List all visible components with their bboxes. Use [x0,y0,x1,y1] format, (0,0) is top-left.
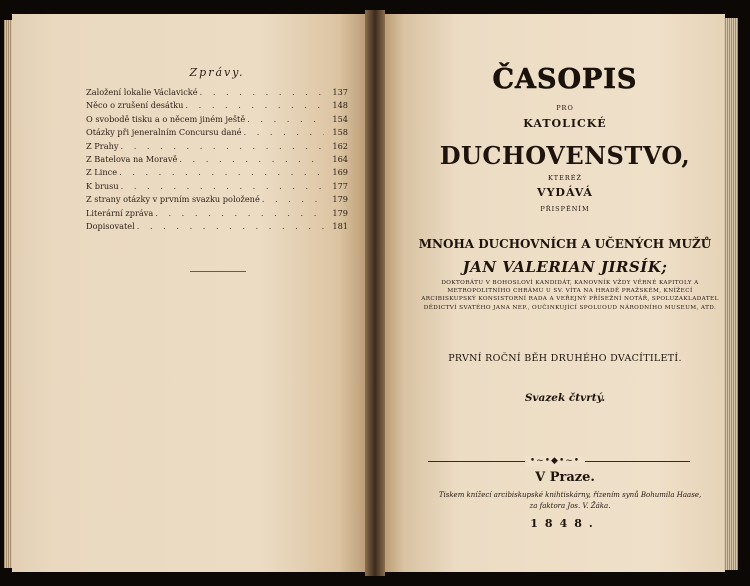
volume-number: Svazek čtvrtý. [524,392,606,404]
toc-leader-dots [200,87,324,97]
toc-entry-title: Něco o zrušení desátku [86,100,184,111]
toc-page-number: 148 [332,100,348,111]
toc-page-number: 177 [332,180,348,191]
toc-page-number: 181 [332,220,348,231]
contents-end-rule [190,271,246,272]
toc-leader-dots [121,141,325,151]
toc-row [86,221,348,234]
toc-page-number: 162 [332,140,348,151]
title-prispenim: PŘISPĚNÍM [540,205,590,213]
toc-page-number: 154 [332,113,348,124]
editor-credentials: DOKTORÁTU V BOHOSLOVÍ KANDIDÁT, KANOVNÍK VŽDY VĚRNÉ KAPITOLY A METROPOLITNÍHO CHRÁMU U SV. VÍTA NA HRADĚ PRAŽSKÉM, KNÍŽECÍ ARCIBISKUPSKÝ KONSISTORNÍ RADA A VEŘEJNÝ PŘÍSEŽNÍ NOTÁŘ, SPOLUZAKLADATEL DĚDICTVÍ SVATÉHO JANA NEP., OUČINKUJÍCÍ SPOLUOUD NÁRODNÍHO MUSEUM, ATD. [421,280,719,311]
toc-row [86,127,348,140]
toc-row [86,87,348,100]
editor-name: JAN VALERIAN JIRSÍK; [462,258,668,276]
title-katolicke: KATOLICKÉ [523,117,607,130]
journal-title: ČASOPIS [492,64,638,95]
toc-page-number: 179 [332,207,348,218]
toc-entry-title: Z Prahy [86,140,119,151]
title-pro: PRO [556,104,574,112]
toc-entry-title: Z Lince [86,167,118,178]
table-of-contents [86,66,348,234]
toc-row [86,141,348,154]
title-vydava: VYDÁVÁ [537,186,593,199]
imprint-place: V Praze. [535,470,595,485]
book-gutter [365,10,385,576]
toc-row [86,114,348,127]
imprint-printer [420,490,720,512]
toc-row [86,194,348,207]
toc-leader-dots [137,221,324,231]
contents-heading: Zprávy. [189,66,245,79]
printer-line-2: za faktora Jos. V. Žáka. [529,502,611,510]
toc-entry-title: Z Batelova na Moravě [86,153,178,164]
toc-entry-title: K brusu [86,180,119,191]
toc-page-number: 169 [332,167,348,178]
toc-list [86,87,348,234]
printer-line-1: Tiskem knížecí arcibiskupské knihtiskárny, řízením synů Bohumila Haase, [438,491,702,499]
right-page-edges [724,18,738,570]
toc-entry-title: O svobodě tisku a o něcem jiném ještě [86,113,246,124]
toc-leader-dots [262,194,324,204]
toc-row [86,167,348,180]
toc-row [86,208,348,221]
toc-leader-dots [247,114,324,124]
toc-row [86,181,348,194]
ornament-divider: •~•◆•~• [525,456,585,467]
title-mnoha: MNOHA DUCHOVNÍCH A UČENÝCH MUŽŮ [418,237,712,251]
toc-page-number: 158 [332,127,348,138]
toc-leader-dots [121,181,324,191]
toc-entry-title: Literární zpráva [86,207,154,218]
toc-page-number: 137 [332,87,348,97]
title-duchovenstvo: DUCHOVENSTVO, [439,141,691,170]
toc-entry-title: Otázky při jeneralním Concursu dané [86,127,242,138]
toc-leader-dots [244,127,325,137]
toc-page-number: 164 [332,153,348,164]
toc-leader-dots [119,167,324,177]
toc-entry-title: Z strany otázky v prvním svazku položené [86,194,260,205]
volume-year-line: PRVNÍ ROČNÍ BĚH DRUHÉHO DVACÍTILETÍ. [448,353,682,364]
imprint-year: 1848. [530,517,600,530]
toc-row [86,154,348,167]
toc-leader-dots [155,208,324,218]
toc-page-number: 179 [332,194,348,205]
toc-leader-dots [185,100,324,110]
toc-leader-dots [179,154,324,164]
title-ktere: KTERÉŽ [547,174,583,182]
toc-entry-title: Dopisovatel [86,220,135,231]
toc-row [86,100,348,113]
toc-entry-title: Založení lokalie Václavické [86,87,198,97]
